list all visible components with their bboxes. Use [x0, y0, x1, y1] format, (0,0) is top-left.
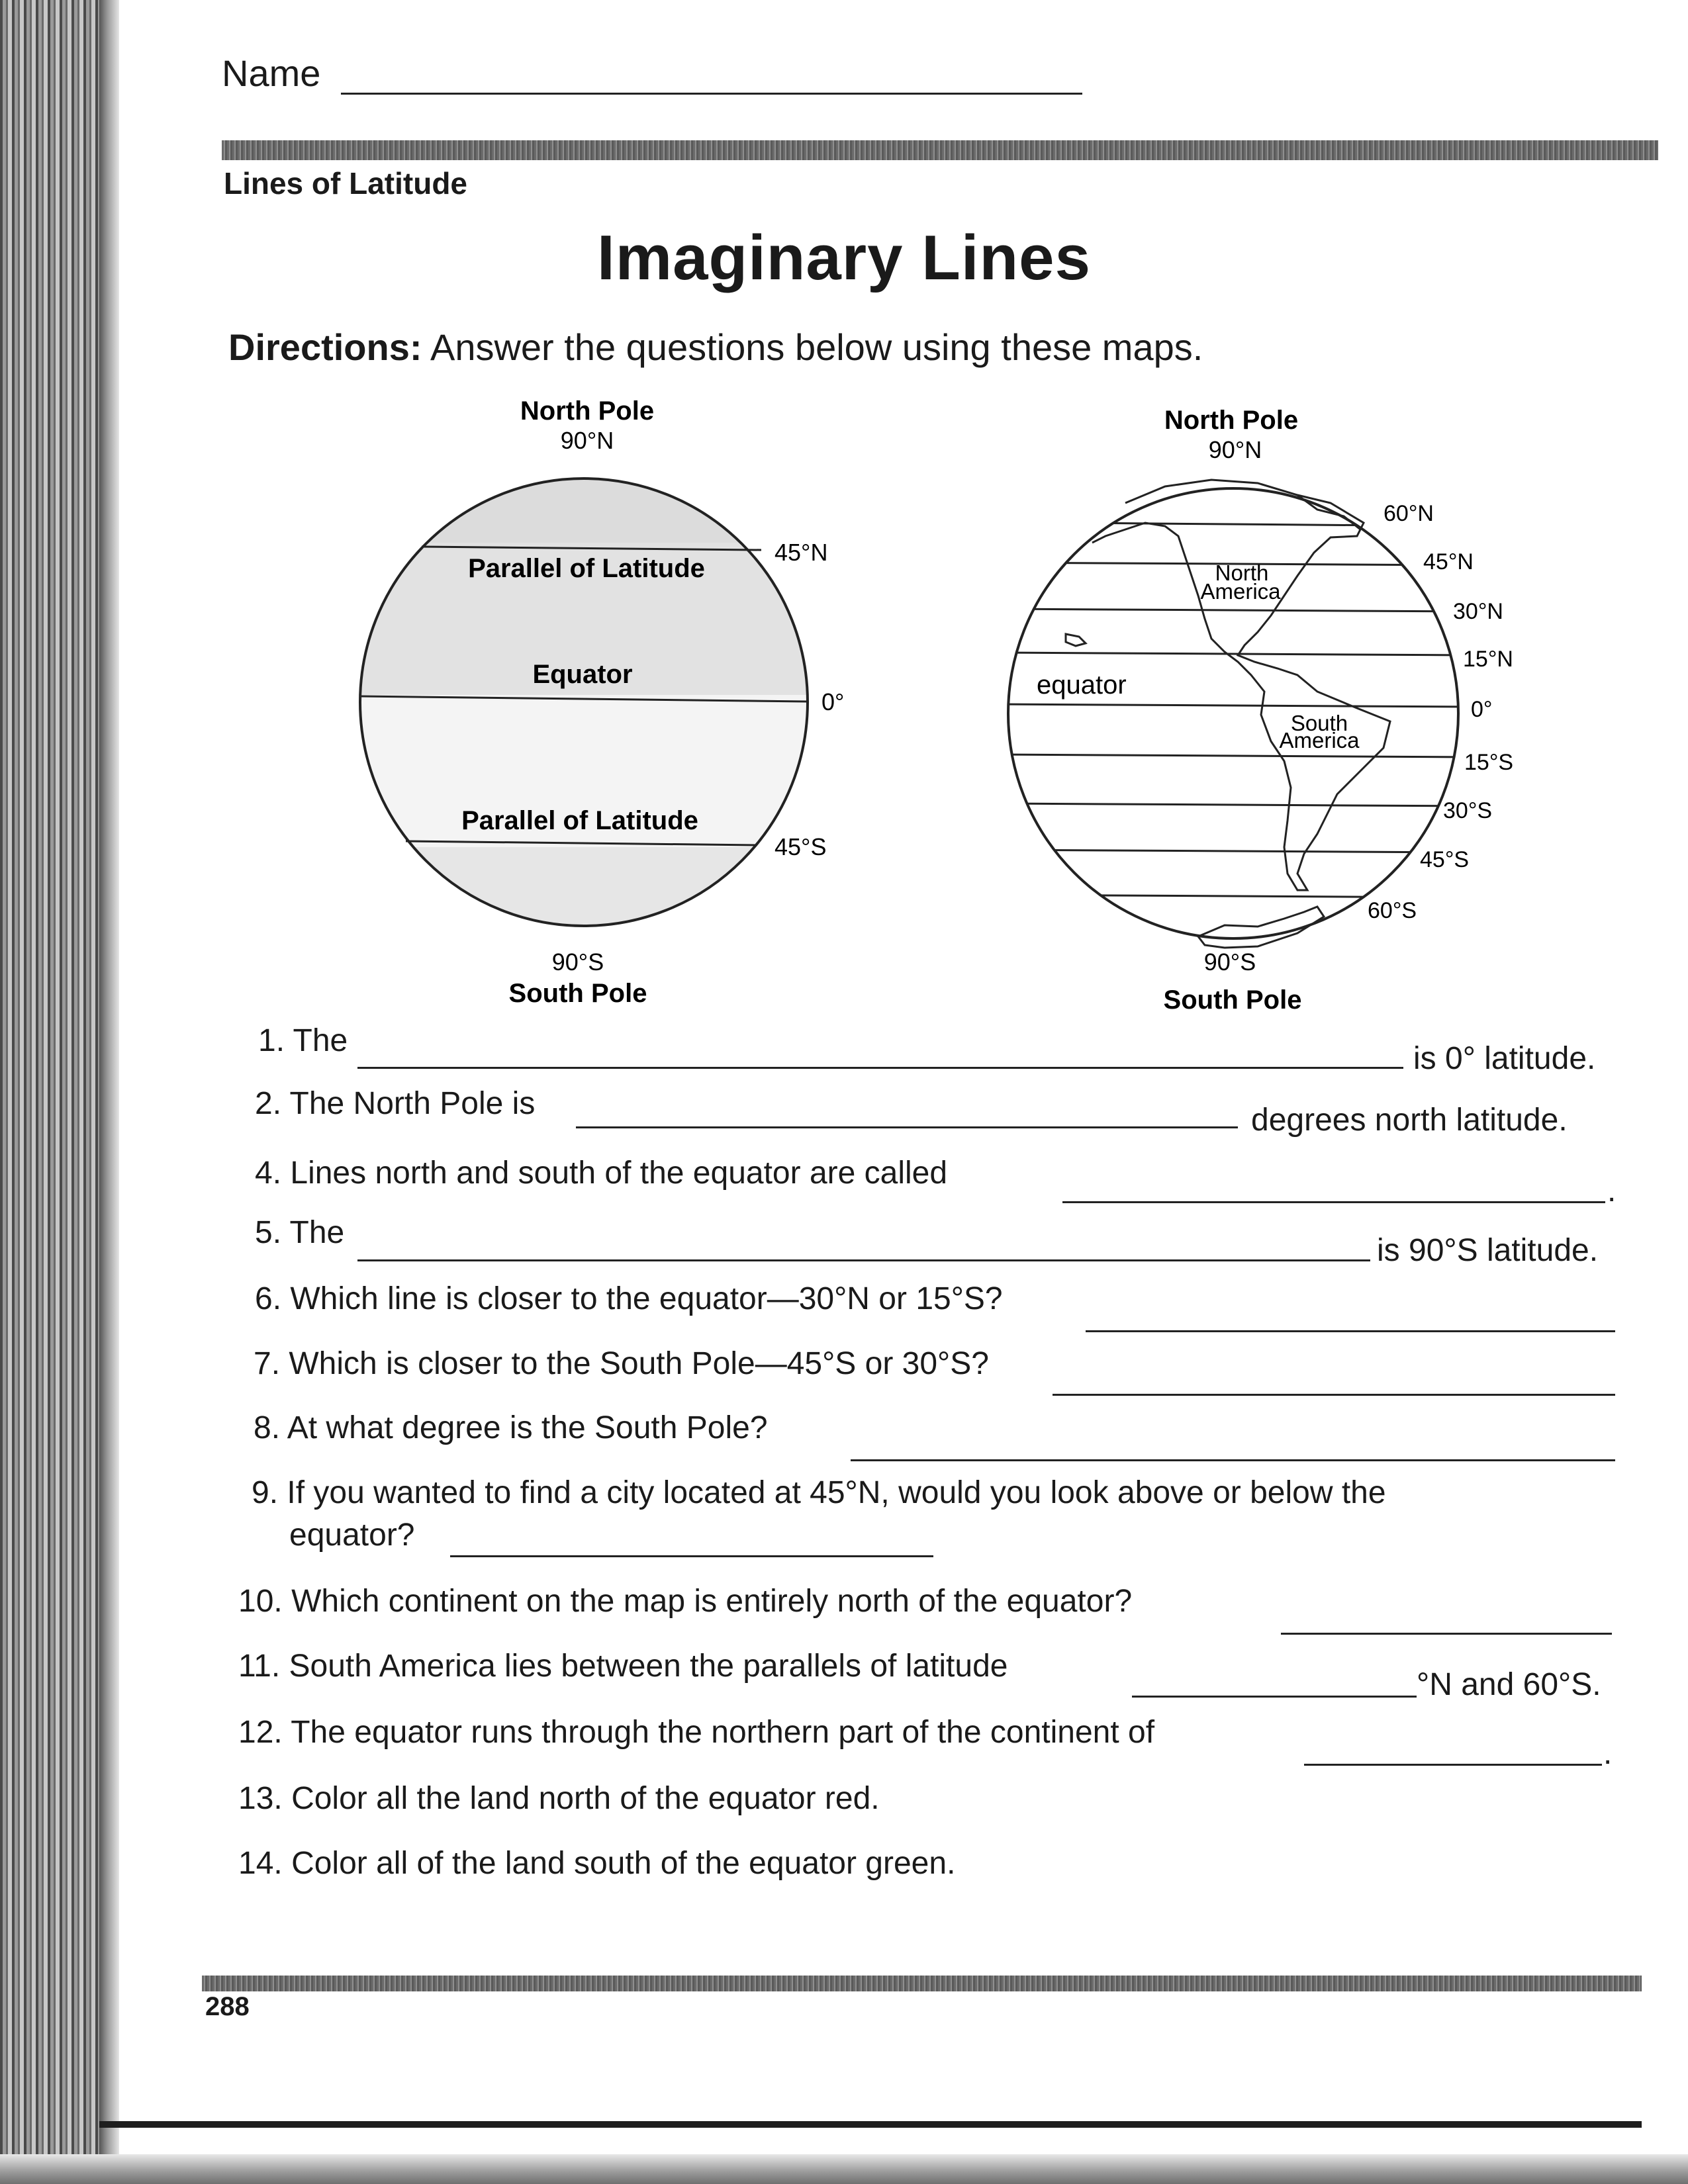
- question-12: 12. The equator runs through the northern part of the continent of: [238, 1715, 1155, 1750]
- right-deg-45n: 45°N: [1423, 549, 1474, 574]
- right-deg-30n: 30°N: [1453, 599, 1503, 624]
- north-america-label-2: America: [1200, 579, 1281, 604]
- question-4: 4. Lines north and south of the equator are called: [255, 1156, 948, 1191]
- south-america-label-2: America: [1279, 728, 1360, 752]
- answer-11-line[interactable]: [1132, 1696, 1417, 1698]
- right-globe: [1008, 488, 1458, 938]
- section-heading: Lines of Latitude: [224, 166, 467, 201]
- question-2-end: degrees north latitude.: [1251, 1103, 1568, 1138]
- question-13: 13. Color all the land north of the equator red.: [238, 1781, 880, 1816]
- right-deg-15s: 15°S: [1464, 750, 1514, 775]
- left-45n-label: 45°N: [774, 539, 828, 566]
- left-parallel-south-label: Parallel of Latitude: [461, 806, 698, 835]
- answer-10-line[interactable]: [1281, 1633, 1612, 1635]
- question-4-end: .: [1607, 1173, 1617, 1208]
- directions-label: Directions:: [228, 326, 422, 368]
- left-45s-label: 45°S: [774, 833, 827, 860]
- left-equator-label: Equator: [532, 660, 633, 689]
- left-south-pole-label: South Pole: [508, 979, 647, 1008]
- right-parallel-60s: [993, 895, 1470, 897]
- right-deg-45s: 45°S: [1420, 847, 1470, 872]
- question-5-end: is 90°S latitude.: [1377, 1233, 1599, 1268]
- answer-5-line[interactable]: [357, 1259, 1370, 1261]
- question-11-end: °N and 60°S.: [1417, 1667, 1601, 1702]
- page-edge-line: [99, 2121, 1642, 2128]
- answer-7-line[interactable]: [1053, 1394, 1615, 1396]
- right-90s-label: 90°S: [1203, 948, 1256, 976]
- right-deg-30s: 30°S: [1443, 798, 1493, 823]
- right-deg-0: 0°: [1471, 697, 1493, 722]
- right-deg-60n: 60°N: [1383, 501, 1434, 526]
- name-label: Name: [222, 52, 321, 94]
- question-12-end: .: [1603, 1736, 1613, 1771]
- question-10: 10. Which continent on the map is entirely north of the equator?: [238, 1584, 1133, 1619]
- question-1-end: is 0° latitude.: [1413, 1041, 1596, 1076]
- left-parallel-north-label: Parallel of Latitude: [468, 554, 705, 583]
- right-north-pole-label: North Pole: [1164, 406, 1299, 435]
- answer-4-line[interactable]: [1062, 1201, 1605, 1203]
- scan-bottom-shadow: [0, 2154, 1688, 2184]
- answer-12-line[interactable]: [1304, 1764, 1602, 1766]
- right-deg-15n: 15°N: [1463, 647, 1513, 672]
- answer-6-line[interactable]: [1086, 1330, 1615, 1332]
- question-6: 6. Which line is closer to the equator—30°N or 15°S?: [255, 1281, 1003, 1316]
- question-9-line-2: equator?: [289, 1518, 415, 1553]
- question-2-start: 2. The North Pole is: [255, 1086, 536, 1121]
- question-7: 7. Which is closer to the South Pole—45°S or 30°S?: [254, 1346, 989, 1381]
- left-0-label: 0°: [821, 688, 845, 715]
- right-equator-label: equator: [1037, 670, 1127, 700]
- question-8: 8. At what degree is the South Pole?: [254, 1410, 768, 1445]
- question-11-start: 11. South America lies between the parallels of latitude: [238, 1649, 1008, 1684]
- left-north-pole-label: North Pole: [520, 396, 655, 426]
- question-14: 14. Color all of the land south of the equator green.: [238, 1846, 956, 1881]
- left-90s-label: 90°S: [551, 948, 604, 976]
- question-9-line-1: 9. If you wanted to find a city located at 45°N, would you look above or below the: [252, 1475, 1386, 1510]
- page-number: 288: [205, 1992, 250, 2021]
- question-1-start: 1. The: [258, 1023, 348, 1058]
- left-90n-label: 90°N: [560, 427, 614, 454]
- right-deg-60s: 60°S: [1368, 898, 1417, 923]
- right-90n-label: 90°N: [1208, 436, 1262, 463]
- answer-8-line[interactable]: [851, 1459, 1615, 1461]
- answer-9-line[interactable]: [450, 1555, 933, 1557]
- directions-text: Answer the questions below using these maps.: [430, 326, 1203, 368]
- bottom-rule: [202, 1976, 1642, 1991]
- page-title: Imaginary Lines: [597, 222, 1091, 293]
- answer-2-line[interactable]: [576, 1126, 1238, 1128]
- right-south-pole-label: South Pole: [1163, 985, 1302, 1015]
- answer-1-line[interactable]: [357, 1067, 1403, 1069]
- question-5-start: 5. The: [255, 1215, 345, 1250]
- south-america-label-1: South: [1290, 711, 1348, 735]
- north-america-label-1: North: [1215, 561, 1269, 585]
